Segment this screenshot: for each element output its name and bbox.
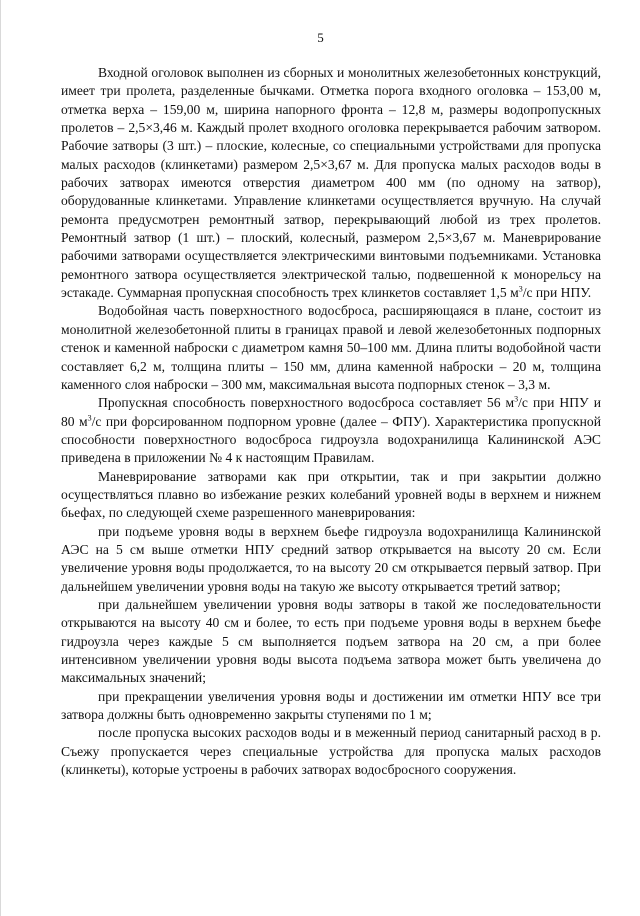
paragraph-gate-maneuvering xyxy=(61,468,601,523)
superscript: 3 xyxy=(514,394,519,404)
paragraph-stilling-basin xyxy=(61,302,601,394)
paragraph-text: /с при НПУ. xyxy=(522,285,592,301)
paragraph-inlet-headwork xyxy=(61,64,601,302)
paragraph-text: Пропускная способность поверхностного водосброса составляет 56 м xyxy=(98,395,515,411)
paragraph-text: /с при форсированном подпорном уровне (далее – ФПУ). Характеристика пропускной способности поверхностного водосброса гидроузла водохранилища Калининской АЭС приведена в приложении № 4 к настоящим Правилам. xyxy=(61,413,601,466)
page-number: 5 xyxy=(317,30,324,45)
document-body xyxy=(61,64,601,779)
paragraph-scheme-step-3 xyxy=(61,688,601,725)
paragraph-scheme-step-1 xyxy=(61,523,601,596)
superscript: 3 xyxy=(87,413,92,422)
paragraph-text: Входной оголовок выполнен из сборных и монолитных железобетонных конструкций, имеет три пролета, разделенные бычками. Отметка порога входного оголовка – 153,00 м, отметка верха – 159,00 м, ширина напорного фронта – 12,8 м, размеры водопропускных пролетов – 2,5×3,46 м. Каждый пролет входного оголовка перекрывается рабочим затвором. Рабочие затворы (3 шт.) – плоские, колесные, со специальными устройствами для пропуска малых расходов (клинкетами) размером 2,5×3,67 м. Для пропуска малых расходов воды в рабочих затворах имеются отверстия диаметром 400 мм (по одному на затвор), оборудованные клинкетами. Управление клинкетами осуществляется вручную. На случай ремонта предусмотрен ремонтный затвор, перекрывающий любой из трех пролетов. Ремонтный затвор (1 шт.) – плоский, колесный, размером 2,5×3,67 м. Маневрирование рабочими затворами осуществляется электрическими винтовыми подъемниками. Установка ремонтного затвора осуществляется электрической талью, подвешенной к монорельсу на эстакаде. Суммарная пропускная способность трех клинкетов составляет 1,5 м xyxy=(61,65,601,301)
paragraph-text: при прекращении увеличения уровня воды и достижении им отметки НПУ все три затвора должны быть одновременно закрыты ступенями по 1 м; xyxy=(61,688,601,723)
paragraph-text: при дальнейшем увеличении уровня воды затворы в такой же последовательности открываются на высоту 40 см и более, то есть при подъеме уровня воды в верхнем бьефе гидроузла через каждые 5 см выполняется подъем затвора на 20 см, а при более интенсивном увеличении уровня воды высота подъема затвора может быть увеличена до максимальных значений; xyxy=(61,596,601,686)
paragraph-scheme-step-2 xyxy=(61,596,601,688)
paragraph-text: при подъеме уровня воды в верхнем бьефе гидроузла водохранилища Калининской АЭС на 5 см выше отметки НПУ средний затвор открывается на высоту 20 см. Если увеличение уровня воды продолжается, то на высоту 20 см открывается первый затвор. При дальнейшем увеличении уровня воды на такую же высоту открывается третий затвор; xyxy=(61,523,601,594)
paragraph-text: после пропуска высоких расходов воды и в меженный период санитарный расход в р. Съежу пропускается через специальные устройства для пропуска малых расходов (клинкеты), которые устроены в рабочих затворах водосбросного сооружения. xyxy=(61,725,601,778)
paragraph-scheme-step-4 xyxy=(61,724,601,779)
paragraph-text: Маневрирование затворами как при открытии, так и при закрытии должно осуществляться плавно во избежание резких колебаний уровней воды в верхнем и нижнем бьефах, по следующей схеме разрешенного маневрирования: xyxy=(61,468,601,521)
paragraph-spillway-capacity xyxy=(61,394,601,467)
paragraph-text: Водобойная часть поверхностного водосброса, расширяющаяся в плане, состоит из монолитной железобетонной плиты в границах правой и левой железобетонных подпорных стенок и каменной наброски с диаметром камня 50–100 мм. Длина плиты водобойной части составляет 6,2 м, толщина плиты – 150 мм, длина каменной наброски – 20 м, толщина каменного слоя наброски – 300 мм, максимальная высота подпорных стенок – 3,3 м. xyxy=(61,303,601,392)
superscript: 3 xyxy=(518,284,523,294)
paragraph-text: /с при НПУ и 80 м xyxy=(61,395,601,429)
